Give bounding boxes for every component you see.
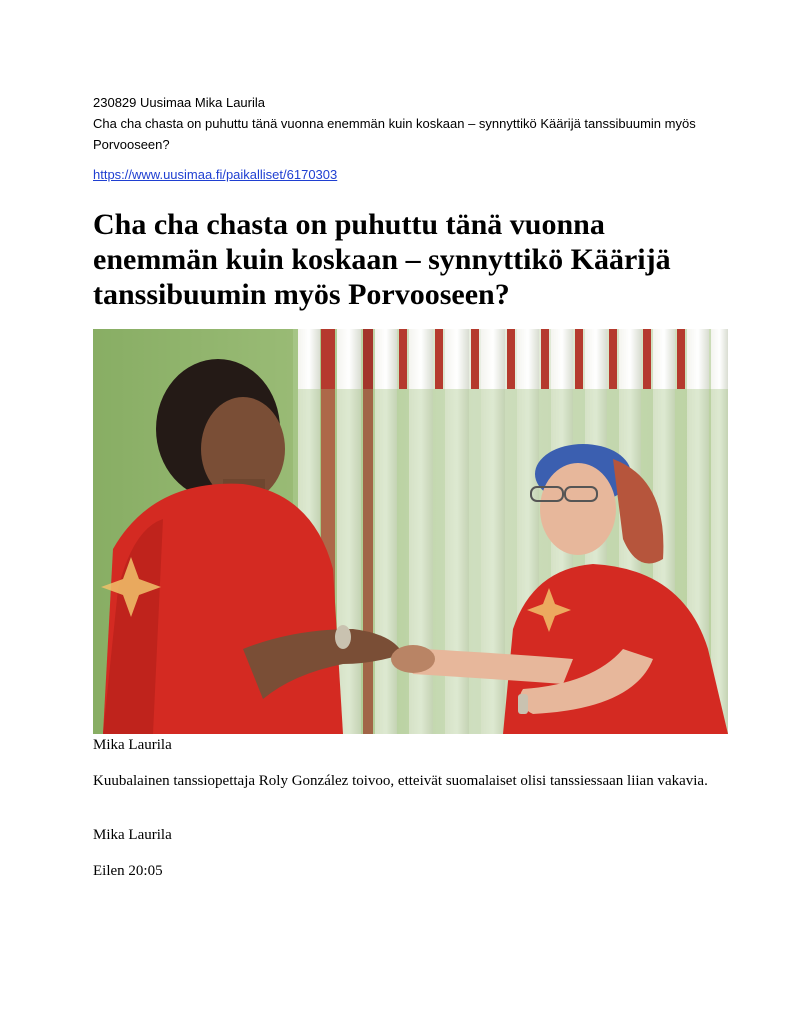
article-headline: Cha cha chasta on puhuttu tänä vuonna enemmän kuin koskaan – synnyttikö Käärijä tanssibuumin myös Porvooseen?: [93, 208, 671, 311]
document-subject: Cha cha chasta on puhuttu tänä vuonna enemmän kuin koskaan – synnyttikö Käärijä tanssibuumin myös Porvooseen?: [93, 116, 696, 152]
photo-caption: Kuubalainen tanssiopettaja Roly González toivoo, etteivät suomalaiset olisi tanssiessaan liian vakavia.: [93, 773, 708, 789]
article-author: Mika Laurila: [93, 827, 172, 843]
photo-credit: Mika Laurila: [93, 737, 172, 753]
article-timestamp: Eilen 20:05: [93, 863, 163, 879]
article-photo: [93, 329, 728, 734]
source-link[interactable]: https://www.uusimaa.fi/paikalliset/6170303: [93, 167, 338, 182]
document-reference: 230829 Uusimaa Mika Laurila: [93, 95, 265, 110]
